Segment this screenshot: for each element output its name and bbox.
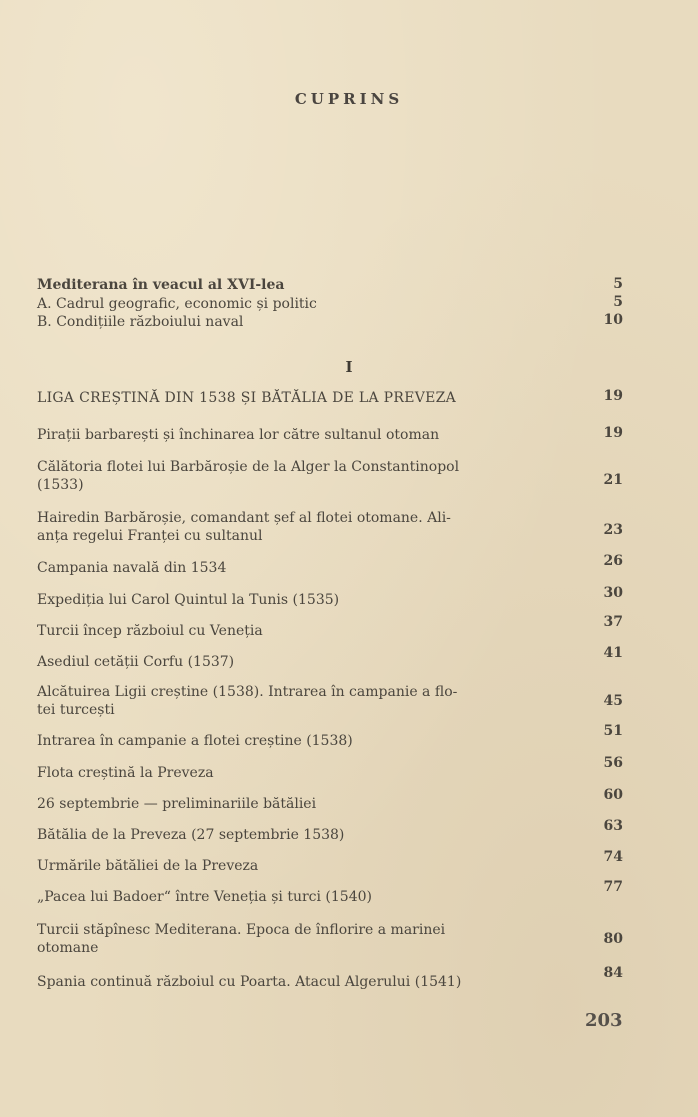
page-number: 203 <box>585 1010 623 1031</box>
toc-page: 80 <box>603 931 623 947</box>
toc-page: 63 <box>603 818 623 834</box>
toc-entry: Asediul cetății Corfu (1537) <box>37 654 235 670</box>
toc-entry: Expediția lui Carol Quintul la Tunis (1535) <box>37 592 340 608</box>
page-title: CUPRINS <box>294 90 404 108</box>
toc-entry: Turcii stăpînesc Mediterana. Epoca de înflorire a marinei <box>37 922 446 938</box>
section-numeral: I <box>345 358 353 376</box>
toc-entry: Urmările bătăliei de la Preveza <box>37 858 259 874</box>
toc-page-intro-0: 5 <box>613 276 623 292</box>
toc-entry-intro-0: Mediterana în veacul al XVI-lea <box>37 277 285 293</box>
toc-entry: Spania continuă războiul cu Poarta. Atacul Algerului (1541) <box>37 974 462 990</box>
toc-page-intro-1: 5 <box>613 294 623 310</box>
toc-entry: Alcătuirea Ligii creștine (1538). Intrarea în campanie a flo- <box>37 684 458 700</box>
toc-page: 23 <box>603 522 623 538</box>
toc-page: 26 <box>603 553 623 569</box>
toc-page: 41 <box>603 645 623 661</box>
toc-entry-continued: (1533) <box>37 477 84 493</box>
toc-entry: Hairedin Barbăroșie, comandant șef al flotei otomane. Ali- <box>37 510 451 526</box>
toc-page: 60 <box>603 787 623 803</box>
toc-entry: Campania navală din 1534 <box>37 560 227 576</box>
toc-page: 56 <box>603 755 623 771</box>
section-heading: LIGA CREȘTINĂ DIN 1538 ȘI BĂTĂLIA DE LA PREVEZA <box>37 390 457 406</box>
toc-entry: Turcii încep războiul cu Veneția <box>37 623 263 639</box>
toc-entry-continued: otomane <box>37 940 99 956</box>
toc-entry-intro-2: B. Condițiile războiului naval <box>37 314 244 330</box>
toc-page: 30 <box>603 585 623 601</box>
toc-page: 21 <box>603 472 623 488</box>
toc-page: 74 <box>603 849 623 865</box>
toc-page: 84 <box>603 965 623 981</box>
toc-entry: Bătălia de la Preveza (27 septembrie 1538) <box>37 827 345 843</box>
section-heading-page: 19 <box>603 388 623 404</box>
toc-page-intro-2: 10 <box>603 312 623 328</box>
toc-entry: Intrarea în campanie a flotei creștine (1538) <box>37 733 353 749</box>
toc-page: 77 <box>603 879 623 895</box>
toc-entry: Flota creștină la Preveza <box>37 765 214 781</box>
toc-entry-continued: tei turcești <box>37 702 115 718</box>
toc-entry: „Pacea lui Badoer“ între Veneția și turci (1540) <box>37 889 372 905</box>
toc-entry: Pirații barbarești și închinarea lor către sultanul otoman <box>37 427 440 443</box>
toc-page: 37 <box>603 614 623 630</box>
toc-entry: 26 septembrie — preliminariile bătăliei <box>37 796 317 812</box>
toc-page: 51 <box>603 723 623 739</box>
toc-entry-continued: anța regelui Franței cu sultanul <box>37 528 263 544</box>
toc-page: 19 <box>603 425 623 441</box>
toc-entry: Călătoria flotei lui Barbăroșie de la Alger la Constantinopol <box>37 459 460 475</box>
toc-entry-intro-1: A. Cadrul geografic, economic și politic <box>37 296 317 312</box>
toc-page: 45 <box>603 693 623 709</box>
